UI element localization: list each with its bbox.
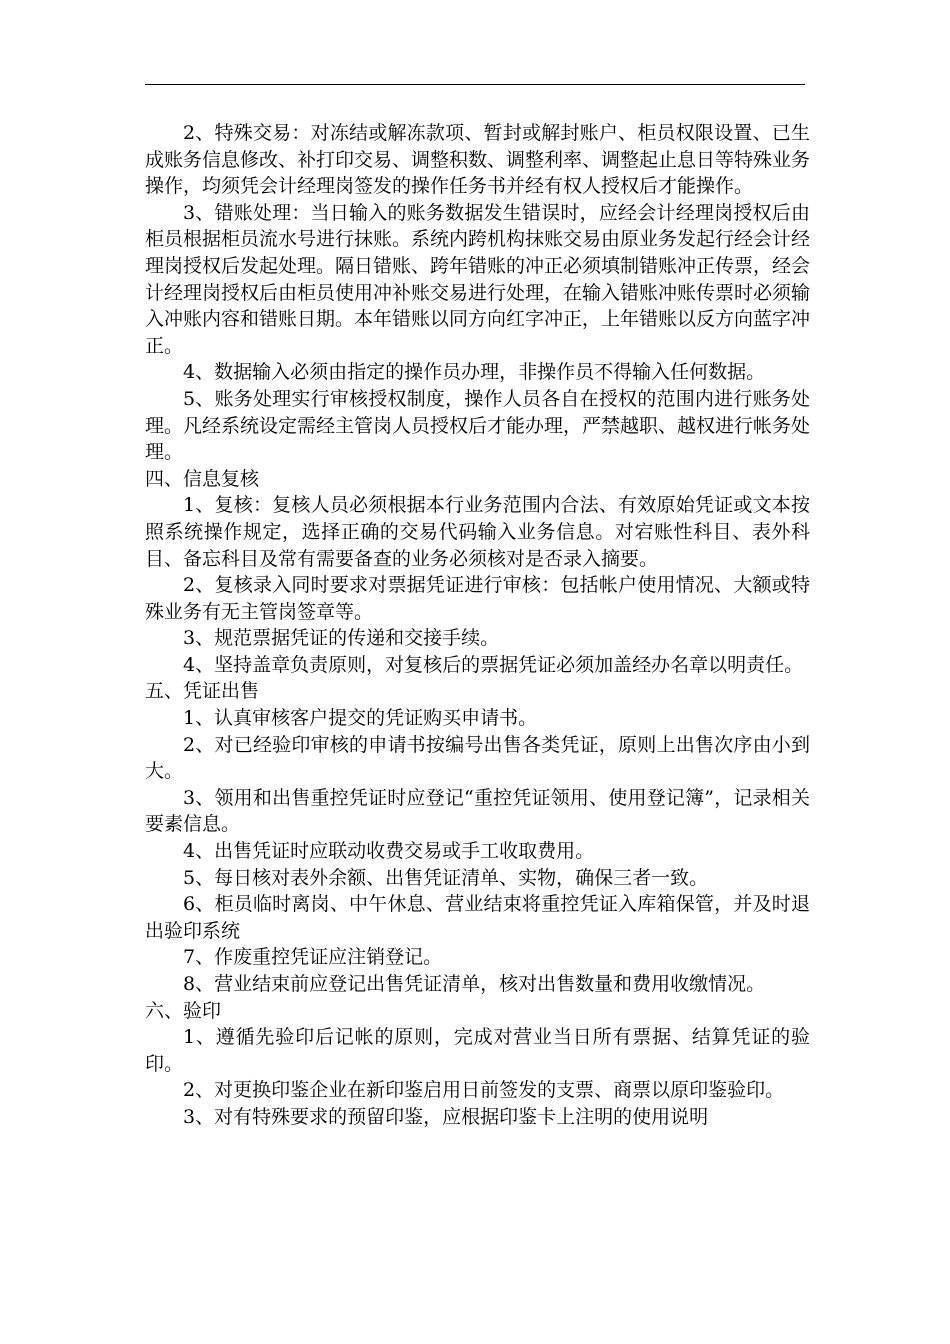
paragraph: 4、数据输入必须由指定的操作员办理，非操作员不得输入任何数据。 [183,361,766,384]
paragraph: 2、复核录入同时要求对票据凭证进行审核：包括帐户使用情况、大额或特殊业务有无主管岗签章等。 [145,574,810,623]
paragraph: 4、坚持盖章负责原则，对复核后的票据凭证必须加盖经办名章以明责任。 [183,653,804,676]
paragraph: 5、每日核对表外余额、出售凭证清单、实物，确保三者一致。 [183,866,709,889]
paragraph: 8、营业结束前应登记出售凭证清单，核对出售数量和费用收缴情况。 [183,973,766,995]
paragraph: 1、认真审核客户提交的凭证购买申请书。 [183,707,538,730]
section-heading: 五、凭证出售 [145,680,260,703]
header-rule [145,84,805,85]
paragraph: 6、柜员临时离岗、中午休息、营业结束将重控凭证入库箱保管，并及时退出验印系统 [145,893,810,942]
paragraph: 2、特殊交易：对冻结或解冻款项、暂封或解封账户、柜员权限设置、已生成账务信息修改、补打印交易、调整积数、调整利率、调整起止息日等特殊业务操作，均须凭会计经理岗签发的操作任务书并经有权人授权后才能操作。 [145,122,811,198]
paragraph: 3、对有特殊要求的预留印鉴，应根据印鉴卡上注明的使用说明 [183,1105,709,1128]
document-body [145,120,810,1131]
section-heading: 六、验印 [145,999,222,1022]
paragraph: 1、遵循先验印后记帐的原则，完成对营业当日所有票据、结算凭证的验印。 [145,1026,810,1075]
paragraph: 2、对更换印鉴企业在新印鉴启用日前签发的支票、商票以原印鉴验印。 [183,1079,785,1102]
paragraph: 5、账务处理实行审核授权制度，操作人员各自在授权的范围内进行账务处理。凡经系统设定需经主管岗人员授权后才能办理，严禁越职、越权进行帐务处理。 [145,387,811,464]
paragraph: 3、错账处理：当日输入的账务数据发生错误时，应经会计经理岗授权后由柜员根据柜员流水号进行抹账。系统内跨机构抹账交易由原业务发起行经会计经理岗授权后发起处理。隔日错账、跨年错账的冲正必须填制错账冲正传票，经会计经理岗授权后由柜员使用冲补账交易进行处理，在输入错账冲账传票时必须输入冲账内容和错账日期。本年错账以同方向红字冲正，上年错账以反方向蓝字冲正。 [145,201,811,357]
paragraph: 1、复核：复核人员必须根据本行业务范围内合法、有效原始凭证或文本按照系统操作规定，选择正确的交易代码输入业务信息。对宕账性科目、表外科目、备忘科目及常有需要备查的业务必须核对是否录入摘要。 [145,494,810,570]
paragraph: 3、规范票据凭证的传递和交接手续。 [183,627,500,650]
paragraph: 4、出售凭证时应联动收费交易或手工收取费用。 [183,840,595,863]
paragraph: 3、领用和出售重控凭证时应登记“重控凭证领用、使用登记簿”，记录相关要素信息。 [145,786,810,836]
paragraph: 7、作废重控凭证应注销登记。 [183,946,443,969]
paragraph: 2、对已经验印审核的申请书按编号出售各类凭证，原则上出售次序由小到大。 [145,733,810,783]
section-heading: 四、信息复核 [145,467,260,490]
